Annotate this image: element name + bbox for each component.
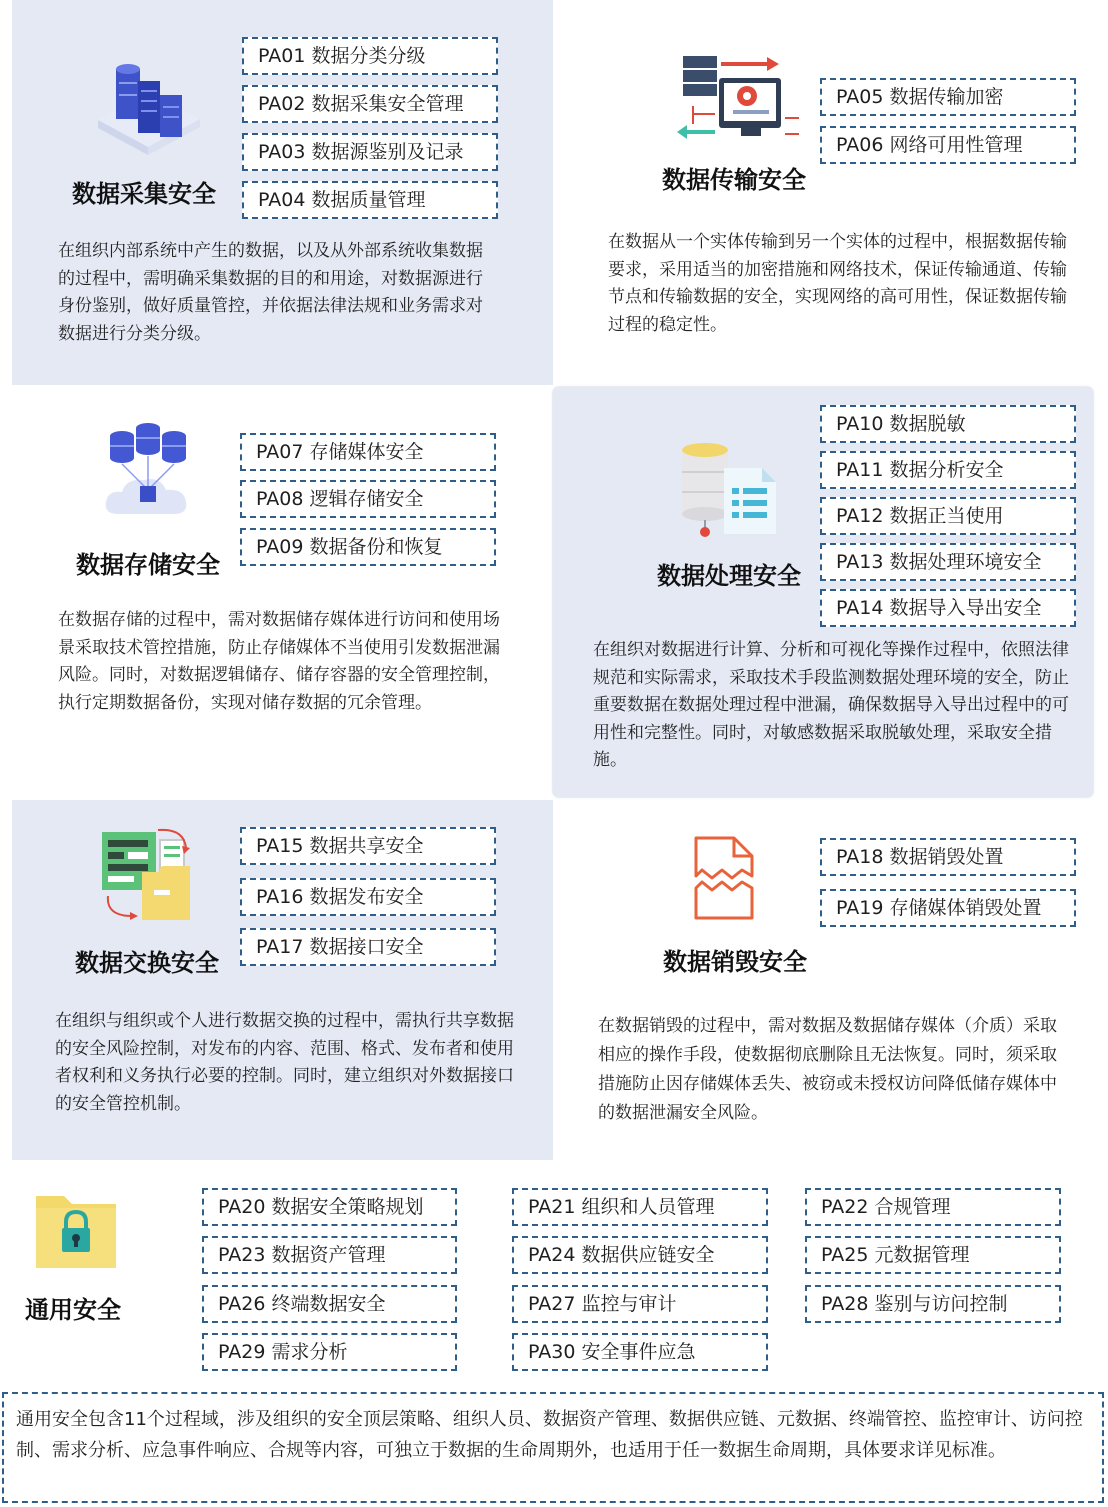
storage-description: 在数据存储的过程中，需对数据储存媒体进行访问和使用场景采取技术管控措施，防止存储媒体不当使用引发数据泄漏风险。同时，对数据逻辑储存、储存容器的安全管理控制，执行定期数据备份，实现对储存数据的冗余管理。 bbox=[58, 610, 500, 713]
collect-description: 在组织内部系统中产生的数据，以及从外部系统收集数据的过程中，需明确采集数据的目的和用途，对数据源进行身份鉴别，做好质量管控，并依据法律法规和业务需求对数据进行分类分级。 bbox=[58, 241, 483, 344]
tag-pa02: PA02 数据采集安全管理 bbox=[242, 85, 498, 123]
collect-title: 数据采集安全 bbox=[72, 180, 216, 208]
destroy-title: 数据销毁安全 bbox=[663, 948, 807, 976]
tag-pa12: PA12 数据正当使用 bbox=[820, 497, 1076, 535]
tag-pa08: PA08 逻辑存储安全 bbox=[240, 480, 496, 518]
tag-pa18: PA18 数据销毁处置 bbox=[820, 838, 1076, 876]
database-document-icon bbox=[676, 442, 781, 542]
tag-pa23: PA23 数据资产管理 bbox=[202, 1236, 457, 1274]
general-description: 通用安全包含11个过程域，涉及组织的安全顶层策略、组织人员、数据资产管理、数据供应链、元数据、终端管控、监控审计、访问控制、需求分析、应急事件响应、合规等内容，可独立于数据的生命周期外，也适用于任一数据生命周期，具体要求详见标准。 bbox=[2, 1392, 1104, 1503]
tag-pa05: PA05 数据传输加密 bbox=[820, 78, 1076, 116]
general-title: 通用安全 bbox=[25, 1296, 121, 1324]
tag-pa22: PA22 合规管理 bbox=[805, 1188, 1061, 1226]
cloud-database-icon bbox=[100, 418, 195, 523]
tag-pa11: PA11 数据分析安全 bbox=[820, 451, 1076, 489]
storage-title: 数据存储安全 bbox=[76, 551, 220, 579]
file-exchange-icon bbox=[98, 826, 198, 926]
tag-pa30: PA30 安全事件应急 bbox=[512, 1333, 768, 1371]
exchange-title: 数据交换安全 bbox=[75, 949, 219, 977]
tag-pa01: PA01 数据分类分级 bbox=[242, 37, 498, 75]
tag-pa19: PA19 存储媒体销毁处置 bbox=[820, 889, 1076, 927]
tag-pa09: PA09 数据备份和恢复 bbox=[240, 528, 496, 566]
data-transfer-icon bbox=[675, 52, 810, 162]
destroy-description: 在数据销毁的过程中，需对数据及数据储存媒体（介质）采取相应的操作手段，使数据彻底删除且无法恢复。同时，须采取措施防止因存储媒体丢失、被窃或未授权访问降低储存媒体中的数据泄漏安全风险。 bbox=[598, 1016, 1057, 1123]
server-stack-icon bbox=[88, 55, 208, 160]
tag-pa10: PA10 数据脱敏 bbox=[820, 405, 1076, 443]
tag-pa27: PA27 监控与审计 bbox=[512, 1285, 768, 1323]
tag-pa25: PA25 元数据管理 bbox=[805, 1236, 1061, 1274]
tag-pa03: PA03 数据源鉴别及记录 bbox=[242, 133, 498, 171]
torn-document-icon bbox=[692, 834, 756, 922]
tag-pa29: PA29 需求分析 bbox=[202, 1333, 457, 1371]
tag-pa15: PA15 数据共享安全 bbox=[240, 827, 496, 865]
tag-pa28: PA28 鉴别与访问控制 bbox=[805, 1285, 1061, 1323]
exchange-description: 在组织与组织或个人进行数据交换的过程中，需执行共享数据的安全风险控制，对发布的内容、范围、格式、发布者和使用者权利和义务执行必要的控制。同时，建立组织对外数据接口的安全管控机制。 bbox=[55, 1011, 514, 1114]
transfer-description: 在数据从一个实体传输到另一个实体的过程中，根据数据传输要求，采用适当的加密措施和网络技术，保证传输通道、传输节点和传输数据的安全，实现网络的高可用性，保证数据传输过程的稳定性。 bbox=[608, 232, 1067, 335]
process-description: 在组织对数据进行计算、分析和可视化等操作过程中，依照法律规范和实际需求，采取技术手段监测数据处理环境的安全，防止重要数据在数据处理过程中泄漏，确保数据导入导出过程中的可用性和完整性。同时，对敏感数据采取脱敏处理，采取安全措施。 bbox=[593, 640, 1069, 770]
tag-pa16: PA16 数据发布安全 bbox=[240, 878, 496, 916]
tag-pa20: PA20 数据安全策略规划 bbox=[202, 1188, 457, 1226]
tag-pa17: PA17 数据接口安全 bbox=[240, 928, 496, 966]
tag-pa14: PA14 数据导入导出安全 bbox=[820, 589, 1076, 627]
transfer-title: 数据传输安全 bbox=[662, 166, 806, 194]
tag-pa21: PA21 组织和人员管理 bbox=[512, 1188, 768, 1226]
tag-pa07: PA07 存储媒体安全 bbox=[240, 433, 496, 471]
tag-pa06: PA06 网络可用性管理 bbox=[820, 126, 1076, 164]
tag-pa26: PA26 终端数据安全 bbox=[202, 1285, 457, 1323]
tag-pa24: PA24 数据供应链安全 bbox=[512, 1236, 768, 1274]
process-title: 数据处理安全 bbox=[657, 562, 801, 590]
folder-lock-icon bbox=[34, 1188, 118, 1270]
tag-pa04: PA04 数据质量管理 bbox=[242, 181, 498, 219]
tag-pa13: PA13 数据处理环境安全 bbox=[820, 543, 1076, 581]
